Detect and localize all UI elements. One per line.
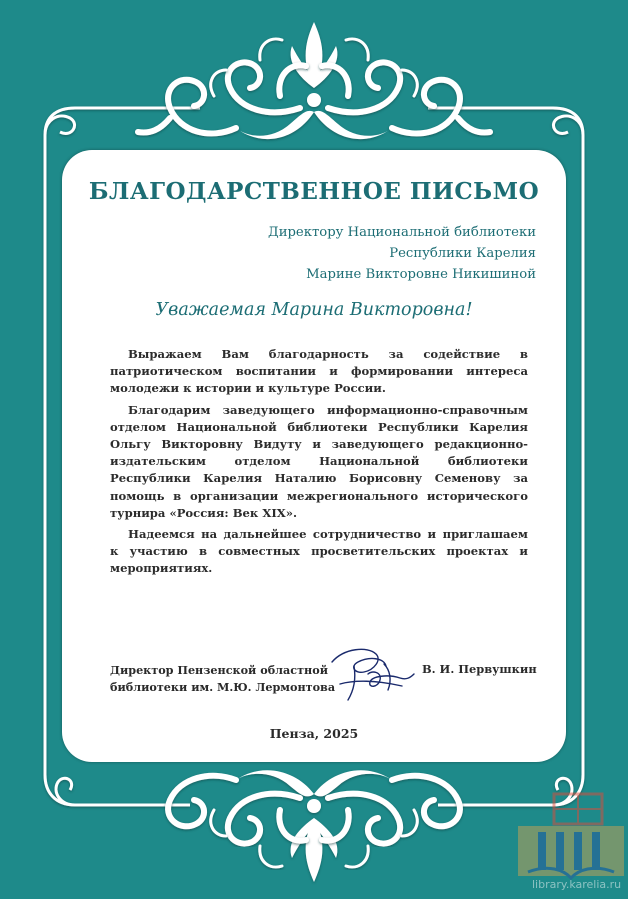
position-line: библиотеки им. М.Ю. Лермонтова <box>110 680 336 694</box>
handwritten-signature <box>324 644 420 704</box>
recipient-block <box>268 222 536 285</box>
place-date: Пенза, 2025 <box>269 726 359 741</box>
letter-title: БЛАГОДАРСТВЕННОЕ ПИСЬМО <box>88 178 540 205</box>
signatory-position <box>110 662 335 696</box>
position-line: Директор Пензенской областной <box>110 663 328 677</box>
signatory-name: В. И. Первушкин <box>422 662 537 676</box>
letter-card <box>62 150 566 762</box>
body-paragraph: Выражаем Вам благодарность за содействие в патриотическом воспитании и формировании интереса молодежи к истории и культуре России. <box>110 347 528 396</box>
body-paragraph: Надеемся на дальнейшее сотрудничество и приглашаем к участию в совместных просветительских проектах и мероприятиях. <box>110 527 528 576</box>
letter-body <box>110 346 528 582</box>
body-paragraph: Благодарим заведующего информационно-справочным отделом Национальной библиотеки Республики Карелия Ольгу Викторовну Видуту и заведующего редакционно-издательским отделом Национальной библиотеки Республики Карелия Наталию Борисовну Семенову за помощь в организации межрегионального исторического турнира «Россия: Век XIX». <box>110 402 528 520</box>
watermark-url: library.karelia.ru <box>532 878 622 891</box>
recipient-line: Марине Викторовне Никишиной <box>306 267 536 282</box>
recipient-line: Республики Карелия <box>389 246 536 261</box>
recipient-line: Директору Национальной библиотеки <box>267 225 536 240</box>
greeting: Уважаемая Марина Викторовна! <box>155 300 473 320</box>
